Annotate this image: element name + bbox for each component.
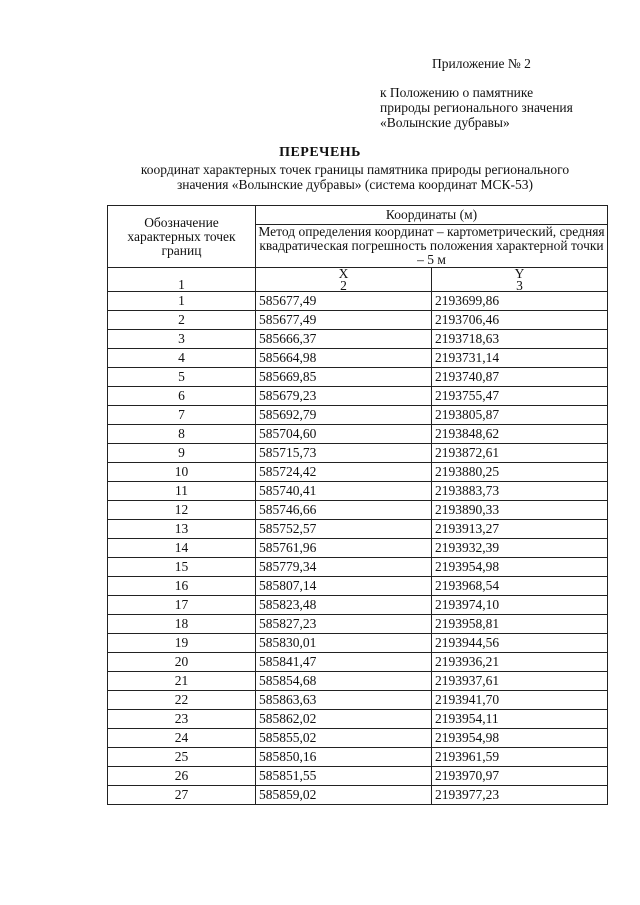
appendix-line: природы регионального значения — [380, 100, 573, 115]
point-number: 22 — [108, 691, 256, 710]
table-row — [108, 501, 608, 520]
coord-y: 2193954,11 — [432, 710, 608, 729]
coord-y: 2193970,97 — [432, 767, 608, 786]
coord-x: 585666,37 — [256, 330, 432, 349]
coord-x: 585669,85 — [256, 368, 432, 387]
coord-x: 585807,14 — [256, 577, 432, 596]
coord-x: 585740,41 — [256, 482, 432, 501]
coord-y: 2193932,39 — [432, 539, 608, 558]
coord-x: 585859,02 — [256, 786, 432, 805]
coord-y: 2193718,63 — [432, 330, 608, 349]
coord-y: 2193706,46 — [432, 311, 608, 330]
col-point-header: Обозначение характерных точек границ — [108, 206, 256, 268]
point-number: 18 — [108, 615, 256, 634]
coord-x: 585664,98 — [256, 349, 432, 368]
table-row — [108, 520, 608, 539]
coord-y: 2193755,47 — [432, 387, 608, 406]
table-row — [108, 710, 608, 729]
coord-y: 2193941,70 — [432, 691, 608, 710]
point-number: 13 — [108, 520, 256, 539]
coord-x: 585704,60 — [256, 425, 432, 444]
table-header-row — [108, 206, 608, 225]
table-row — [108, 292, 608, 311]
point-number: 5 — [108, 368, 256, 387]
coord-y: 2193731,14 — [432, 349, 608, 368]
coord-x: 585855,02 — [256, 729, 432, 748]
coord-y: 2193740,87 — [432, 368, 608, 387]
table-row — [108, 729, 608, 748]
table-row — [108, 349, 608, 368]
document-title: ПЕРЕЧЕНЬ — [279, 145, 361, 160]
y-axis-label: Y — [514, 267, 525, 281]
coord-x: 585677,49 — [256, 311, 432, 330]
y-axis-cell — [432, 268, 608, 292]
coord-y: 2193890,33 — [432, 501, 608, 520]
table-row — [108, 406, 608, 425]
table-row — [108, 748, 608, 767]
coord-x: 585854,68 — [256, 672, 432, 691]
col-coordinates-header: Координаты (м) — [256, 206, 608, 225]
coord-x: 585851,55 — [256, 767, 432, 786]
table-row — [108, 387, 608, 406]
point-number: 27 — [108, 786, 256, 805]
coord-y: 2193872,61 — [432, 444, 608, 463]
x-axis-label: X — [338, 267, 349, 281]
table-row — [108, 767, 608, 786]
x-axis-cell — [256, 268, 432, 292]
table-axis-row — [108, 268, 608, 292]
table-row — [108, 558, 608, 577]
table-row — [108, 634, 608, 653]
point-number: 6 — [108, 387, 256, 406]
point-number: 4 — [108, 349, 256, 368]
coord-x: 585779,34 — [256, 558, 432, 577]
coord-y: 2193958,81 — [432, 615, 608, 634]
coord-y: 2193968,54 — [432, 577, 608, 596]
point-number: 20 — [108, 653, 256, 672]
table-row — [108, 463, 608, 482]
point-number: 17 — [108, 596, 256, 615]
point-number: 21 — [108, 672, 256, 691]
coord-x: 585677,49 — [256, 292, 432, 311]
appendix-number: Приложение № 2 — [432, 56, 531, 71]
point-number: 7 — [108, 406, 256, 425]
coord-x: 585679,23 — [256, 387, 432, 406]
subtitle-line: координат характерных точек границы памятника природы регионального — [140, 162, 570, 177]
table-row — [108, 330, 608, 349]
coord-y: 2193954,98 — [432, 558, 608, 577]
table-row — [108, 539, 608, 558]
document-subtitle — [100, 162, 610, 192]
point-number: 24 — [108, 729, 256, 748]
method-header: Метод определения координат – картометрический, средняя квадратическая погрешность положения характерной точки – 5 м — [256, 225, 608, 268]
point-number: 1 — [108, 292, 256, 311]
coord-x: 585827,23 — [256, 615, 432, 634]
table-row — [108, 311, 608, 330]
table-row — [108, 482, 608, 501]
coord-y: 2193937,61 — [432, 672, 608, 691]
table-row — [108, 672, 608, 691]
table-row — [108, 368, 608, 387]
coord-y: 2193977,23 — [432, 786, 608, 805]
coord-x: 585715,73 — [256, 444, 432, 463]
point-number: 10 — [108, 463, 256, 482]
point-number: 9 — [108, 444, 256, 463]
coord-y: 2193944,56 — [432, 634, 608, 653]
coord-x: 585850,16 — [256, 748, 432, 767]
coord-y: 2193936,21 — [432, 653, 608, 672]
coord-y: 2193883,73 — [432, 482, 608, 501]
point-number: 16 — [108, 577, 256, 596]
coord-x: 585746,66 — [256, 501, 432, 520]
point-number: 2 — [108, 311, 256, 330]
coord-x: 585692,79 — [256, 406, 432, 425]
coord-x: 585862,02 — [256, 710, 432, 729]
point-number: 19 — [108, 634, 256, 653]
table-row — [108, 444, 608, 463]
coord-x: 585752,57 — [256, 520, 432, 539]
coord-y: 2193699,86 — [432, 292, 608, 311]
appendix-line: к Положению о памятнике — [380, 85, 534, 100]
table-row — [108, 615, 608, 634]
coord-y: 2193974,10 — [432, 596, 608, 615]
table-row — [108, 653, 608, 672]
point-number: 3 — [108, 330, 256, 349]
coord-x: 585823,48 — [256, 596, 432, 615]
point-number: 8 — [108, 425, 256, 444]
coord-y: 2193805,87 — [432, 406, 608, 425]
appendix-header — [380, 56, 630, 130]
column-index: 2 — [340, 278, 347, 292]
coord-y: 2193913,27 — [432, 520, 608, 539]
coord-x: 585761,96 — [256, 539, 432, 558]
point-number: 25 — [108, 748, 256, 767]
column-index: 3 — [516, 278, 523, 292]
coord-y: 2193961,59 — [432, 748, 608, 767]
subtitle-line: значения «Волынские дубравы» (система координат МСК-53) — [176, 177, 534, 192]
point-number: 26 — [108, 767, 256, 786]
table-row — [108, 577, 608, 596]
coord-y: 2193880,25 — [432, 463, 608, 482]
column-index: 1 — [108, 268, 256, 292]
coord-x: 585841,47 — [256, 653, 432, 672]
coord-x: 585863,63 — [256, 691, 432, 710]
point-number: 23 — [108, 710, 256, 729]
coord-x: 585830,01 — [256, 634, 432, 653]
table-row — [108, 691, 608, 710]
point-number: 14 — [108, 539, 256, 558]
table-row — [108, 596, 608, 615]
point-number: 15 — [108, 558, 256, 577]
point-number: 12 — [108, 501, 256, 520]
coord-y: 2193954,98 — [432, 729, 608, 748]
table-row — [108, 425, 608, 444]
point-number: 11 — [108, 482, 256, 501]
table-row — [108, 786, 608, 805]
appendix-line: «Волынские дубравы» — [380, 115, 510, 130]
coordinates-table — [107, 205, 608, 805]
coord-y: 2193848,62 — [432, 425, 608, 444]
coord-x: 585724,42 — [256, 463, 432, 482]
